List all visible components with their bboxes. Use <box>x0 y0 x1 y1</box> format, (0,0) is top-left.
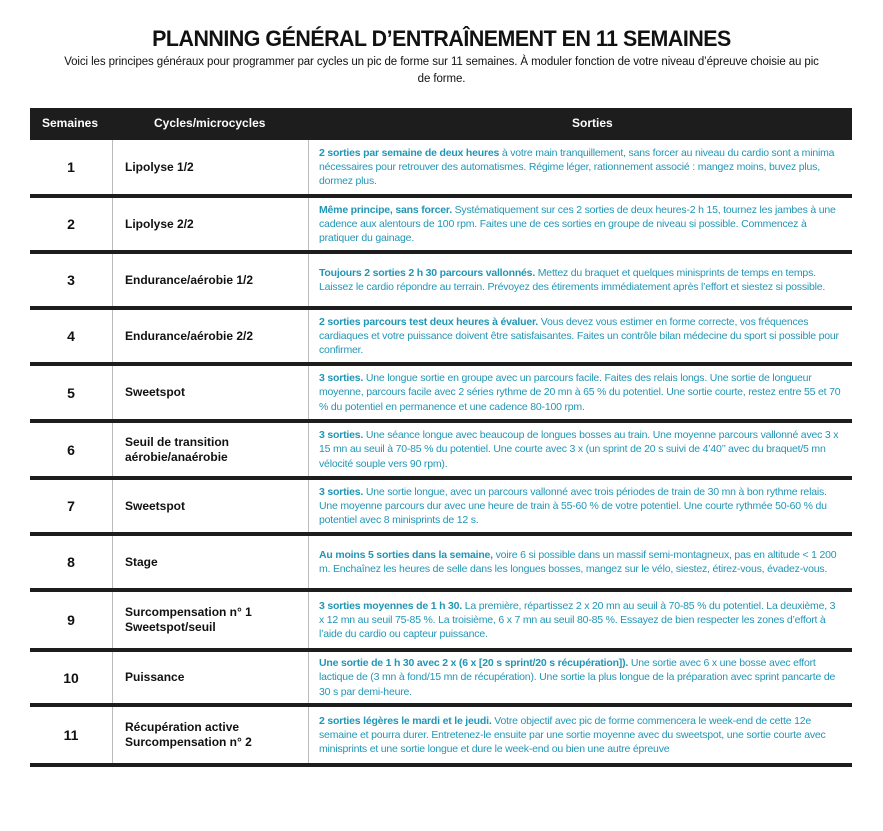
outings-text <box>319 548 842 576</box>
outings-text <box>319 485 842 528</box>
training-plan-table <box>30 108 852 767</box>
outings-description <box>309 254 852 306</box>
week-number: 5 <box>30 366 113 419</box>
table-row <box>30 532 852 588</box>
outings-description <box>309 480 852 532</box>
outings-text <box>319 371 842 414</box>
outings-body: Une longue sortie en groupe avec un parcours facile. Faites des relais longs. Une sortie de longueur moyenne, parcours facile avec 2 séries rythme de 20 mn à 65 % du potentiel. Une sortie courte, restez entre 55 et 70 % du potentiel en permanence et une cadence 80-100 rpm. <box>319 372 841 413</box>
outings-body: Une séance longue avec beaucoup de longues bosses au train. Une moyenne parcours vallonné avec 3 x 15 mn au seuil à 70-85 % du potentiel. Une courte avec 3 x (un sprint de 20 s suivi de 4’40’’ avec du braquet/5 mn vélocité souple vers 90 rpm). <box>319 429 839 470</box>
table-row <box>30 250 852 306</box>
table-header <box>30 108 852 138</box>
outings-description <box>309 423 852 476</box>
outings-lead: 2 sorties parcours test deux heures à évaluer. <box>319 315 538 328</box>
outings-lead: 3 sorties moyennes de 1 h 30. <box>319 599 463 612</box>
cycle-name: Seuil de transition aérobie/anaérobie <box>113 423 309 476</box>
outings-lead: Même principe, sans forcer. <box>319 203 452 216</box>
outings-body: Votre objectif avec pic de forme commencera le week-end de cette 12e semaine et pourra durer. Entretenez-le ensuite par une sortie moyenne avec du sweetspot, une sortie courte avec minisprints et une sortie longue et dure le week-end ou bien une autre épreuve <box>319 714 826 756</box>
table-row <box>30 476 852 532</box>
outings-body: Systématiquement sur ces 2 sorties de deux heures-2 h 15, tournez les jambes à une cadence aux alentours de 100 rpm. Faites une de ces sorties en groupe de niveau si possible. Commencez à pratiquer du gainage. <box>319 203 836 245</box>
cycle-name: Endurance/aérobie 1/2 <box>113 254 309 306</box>
outings-description <box>309 592 852 648</box>
table-row <box>30 648 852 703</box>
table-row <box>30 362 852 419</box>
outings-description <box>309 652 852 703</box>
week-number: 9 <box>30 592 113 648</box>
outings-body: Mettez du braquet et quelques minisprints de temps en temps. Laissez le cardio répondre au terrain. Prévoyez des étirements immédiatement après l’effort et siestez si possible. <box>319 266 826 293</box>
week-number: 6 <box>30 423 113 476</box>
page-subtitle: Voici les principes généraux pour programmer par cycles un pic de forme sur 11 semaines. À moduler fonction de votre niveau d’épreuve choisie au pic de forme. <box>64 56 819 85</box>
page-title: PLANNING GÉNÉRAL D’ENTRAÎNEMENT EN 11 SEMAINES <box>152 26 731 51</box>
header-cycles: Cycles/microcycles <box>154 116 266 130</box>
header-outings: Sorties <box>572 116 613 130</box>
outings-description <box>309 310 852 362</box>
cycle-name: Lipolyse 2/2 <box>113 198 309 250</box>
outings-lead: 3 sorties. <box>319 429 364 442</box>
week-number: 10 <box>30 652 113 703</box>
outings-text <box>319 315 842 358</box>
cycle-name: Récupération active Surcompensation n° 2 <box>113 707 309 763</box>
outings-text <box>319 656 842 699</box>
week-number: 8 <box>30 536 113 588</box>
outings-description <box>309 198 852 250</box>
outings-lead: Toujours 2 sorties 2 h 30 parcours vallonnés. <box>319 266 536 279</box>
outings-text <box>319 266 842 294</box>
outings-lead: Une sortie de 1 h 30 avec 2 x (6 x [20 s sprint/20 s récupération]). <box>319 657 629 670</box>
outings-body: La première, répartissez 2 x 20 mn au seuil à 70-85 % du potentiel. La deuxième, 3 x 12 mn au seuil 75-85 %. La troisième, 6 x 7 mn au seuil 80-85 %. Essayez de bien respecter les zones d’effort à l’aide du cardio ou capteur puissance. <box>319 599 836 641</box>
outings-text <box>319 714 842 757</box>
cycle-name: Endurance/aérobie 2/2 <box>113 310 309 362</box>
outings-description <box>309 366 852 419</box>
header-weeks: Semaines <box>42 116 99 130</box>
table-row <box>30 419 852 476</box>
week-number: 1 <box>30 140 113 194</box>
outings-body: Une sortie longue, avec un parcours vallonné avec trois périodes de train de 30 mn à bon rythme relais. Une moyenne parcours dur avec une heure de train à 55-60 % de votre potentiel. Une courte rythmée 50-60 % du potentiel avec 8 minisprints de 12 s. <box>319 485 827 527</box>
outings-lead: Au moins 5 sorties dans la semaine, <box>319 548 493 561</box>
cycle-name: Sweetspot <box>113 480 309 532</box>
week-number: 4 <box>30 310 113 362</box>
outings-description <box>309 536 852 588</box>
table-row <box>30 194 852 250</box>
week-number: 2 <box>30 198 113 250</box>
week-number: 7 <box>30 480 113 532</box>
cycle-name: Lipolyse 1/2 <box>113 140 309 194</box>
cycle-name: Puissance <box>113 652 309 703</box>
outings-text <box>319 428 842 471</box>
table-row <box>30 138 852 194</box>
table-body <box>30 138 852 763</box>
table-row <box>30 306 852 362</box>
outings-lead: 3 sorties. <box>319 485 364 498</box>
week-number: 11 <box>30 707 113 763</box>
outings-lead: 3 sorties. <box>319 372 364 385</box>
outings-body: Vous devez vous estimer en forme correcte, vos fréquences cardiaques et votre puissance doivent être satisfaisantes. Faites un contrôle bilan médecine du sport si possible pour confirmer. <box>319 315 839 357</box>
table-row <box>30 588 852 648</box>
outings-text <box>319 599 842 642</box>
outings-lead: 2 sorties légères le mardi et le jeudi. <box>319 714 492 727</box>
week-number: 3 <box>30 254 113 306</box>
cycle-name: Stage <box>113 536 309 588</box>
outings-text <box>319 203 842 246</box>
outings-description <box>309 707 852 763</box>
outings-lead: 2 sorties par semaine de deux heures <box>319 146 500 159</box>
table-row <box>30 703 852 763</box>
outings-description <box>309 140 852 194</box>
outings-body: à votre main tranquillement, sans forcer au niveau du cardio sont a minima nécessaires pour retrouver des automatismes. Régime léger, rationnement associé : mangez moins, buvez plus, dormez plus. <box>319 146 835 188</box>
outings-body: voire 6 si possible dans un massif semi-montagneux, pas en altitude < 1 200 m. Enchaînez les heures de selle dans les longues bosses, mangez sur le vélo, siestez, étirez-vous, évadez-vous. <box>319 548 837 575</box>
cycle-name: Surcompensation n° 1 Sweetspot/seuil <box>113 592 309 648</box>
cycle-name: Sweetspot <box>113 366 309 419</box>
outings-text <box>319 146 842 189</box>
outings-body: Une sortie avec 6 x une bosse avec effort lactique de (3 mn à fond/15 mn de récupération). Une sortie la plus longue de la préparation avec sprint pancarte de 30 s par demi-heure. <box>319 657 836 698</box>
